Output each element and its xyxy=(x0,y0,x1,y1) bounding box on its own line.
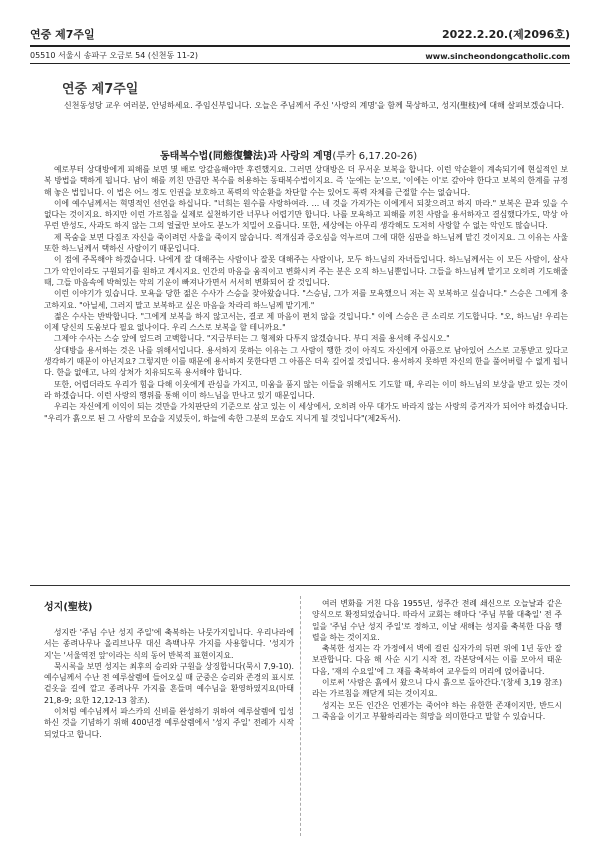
article-paragraph: 이에 예수님께서는 혁명적인 선언을 하십니다. "너희는 원수를 사랑하여라. … 네 것을 가져가는 이에게서 되찾으려고 하지 마라." 보복은 끝과 있을 수 없다는 것이지요. 하지만 이런 가르침을 실제로 실천하기란 너무나 어렵기만 합니다. 나를 모욕하고 피해를 끼친 사람을 용서하자고 결심했다가도, 막상 아무런 반성도, 사과도 하지 않는 그의 얼굴만 보아도 분노가 치밀어 오릅니다. 또한, 세상에는 아무리 생각해도 도저히 사랑할 수 없는 악인도 많습니다. xyxy=(44,198,568,231)
article-intro: 신천동성당 교우 여러분, 안녕하세요. 주임신부입니다. 오늘은 주님께서 주신 '사랑의 계명'을 함께 묵상하고, 성지(聖枝)에 대해 살펴보겠습니다. xyxy=(64,101,564,110)
article-title: 연중 제7주일 xyxy=(62,82,139,97)
article-paragraph: 그제야 수사는 스승 앞에 엎드려 고백합니다. "지금부터는 그 형제와 다투지 않겠습니다. 부디 저를 용서해 주십시오." xyxy=(54,334,450,344)
article-paragraph: 또한, 어렵더라도 우리가 힘을 다해 이웃에게 관심을 가지고, 미움을 품지 않는 이들을 위해서도 기도할 때, 우리는 이미 하느님의 보상을 받고 있는 것이라 하겠습니다. 이런 사랑의 행위를 통해 이미 하느님을 만나고 있기 때문입니다. xyxy=(44,379,568,400)
palm-paragraph: 이처럼 예수님께서 파스카의 신비를 완성하기 위하여 예루살렘에 입성하신 것을 기념하기 위해 400년경 예루살렘에서 '성지 주일' 전례가 시작되었다고 합니다. xyxy=(44,707,294,739)
palm-paragraph: 여러 변화를 거친 다음 1955년, 성주간 전례 쇄신으로 오늘날과 같은 양식으로 확정되었습니다. 따라서 교회는 해마다 '주님 부활 대축일' 전 주일을 '주님 수난 성지 주일'로 정하고, 이날 새해는 성지를 축복한 다음 행렬을 하는 것이지요. xyxy=(312,599,562,642)
article-paragraph: 이 점에 주목해야 하겠습니다. 나에게 잘 대해주는 사람이나 잘못 대해주는 사람이나, 모두 하느님의 자녀들입니다. 하느님께서는 이 모든 사람이, 살사 그가 악인이라도 구원되기를 원하고 계시지요. 인간의 마음을 움직이고 변화시켜 주는 분은 오직 하느님뿐입니다. 그들을 하느님께 맡기고 오히려 기도해줄 때, 그들 마음속에 박혀있는 악의 기운이 빠져나가면서 서서히 변화되어 갈 것입니다. xyxy=(44,255,568,287)
article-paragraph: 제 목숨을 보면 다짐조 자신을 죽이려던 사울을 죽이지 않습니다. 적개심과 증오심을 억누르며 그에 대한 심판을 하느님께 맡긴 것이지요. 그 이유는 사울 또한 하느님께서 택하신 사람이기 때문입니다. xyxy=(44,232,568,254)
header-website-link[interactable]: www.sincheondongcatholic.com xyxy=(425,52,570,61)
article-subtitle-text: 동태복수법(同態復讐法)과 사랑의 계명 xyxy=(160,151,333,162)
newsletter-header xyxy=(30,26,570,64)
palm-paragraph: 이로써 '사람은 흙에서 왔으니 다시 흙으로 돌아간다.'(창세 3,19 참조)라는 가르침을 깨닫게 되는 것이지요. xyxy=(312,678,562,699)
header-rule xyxy=(30,45,570,47)
palm-paragraph: 성지는 모든 인간은 언젠가는 죽어야 하는 유한한 존재이지만, 반드시 그 죽음을 이기고 부활하리라는 희망을 의미한다고 말할 수 있습니다. xyxy=(312,700,562,721)
section-divider xyxy=(30,585,570,586)
article-paragraph: 우리는 자신에게 이익이 되는 것만을 가치판단의 기준으로 삼고 있는 이 세상에서, 오히려 아무 대가도 바라지 않는 사랑의 증거자가 되어야 하겠습니다. "우리가 흙으로 된 그 사람의 모습을 지녔듯이, 하늘에 속한 그분의 모습도 지니게 될 것입니다"(제2독서). xyxy=(44,402,568,423)
header-address: 05510 서울시 송파구 오금로 54 (신천동 11-2) xyxy=(30,51,199,60)
article-paragraph: 예로부터 상대방에게 피해를 보면 몇 배로 앙갚음해야만 후련했지요. 그러면 상대방은 더 무서운 보복을 합니다. 이런 악순환이 계속되기에 현실적인 보복 방법을 택하게 됩니다. 남이 해를 끼친 만큼만 복수를 허용하는 동태복수법이지요. 즉 '눈에는 눈'으로, '이에는 이'로 갚아야 한다고 보복의 한계를 규정해 놓은 법입니다. 이 법은 어느 정도 인권을 보호하고 폭력의 악순환을 차단할 수는 있어도 폭력 자체를 근절할 수는 없습니다. xyxy=(44,165,568,197)
header-date: 2022.2.20.(제2096호) xyxy=(441,28,570,41)
header-rule-thin xyxy=(30,63,570,64)
palm-section-right-column xyxy=(312,598,562,722)
column-divider xyxy=(300,596,301,836)
scripture-reference: (루카 6,17.20-26) xyxy=(332,151,418,162)
header-sunday-label: 연중 제7주일 xyxy=(30,28,95,41)
palm-section-left-column xyxy=(44,598,294,740)
palm-paragraph: 묵시록을 보면 성지는 최후의 승리와 구원을 상징합니다(묵시 7,9-10). 예수님께서 수난 전 예루살렘에 들어오실 때 군중은 승리와 존경의 표시로 겉옷을 길에 깔고 종려나무 가지를 흔들며 예수님을 환영하였지요(마태 21,8-9; 요한 12,12-13 참조). xyxy=(44,661,294,705)
article-body xyxy=(44,164,568,424)
palm-paragraph: 성지란 '주님 수난 성지 주일'에 축복하는 나뭇가지입니다. 우리나라에서는 종려나무나 올리브나무 대신 측백나무 가지를 사용합니다. '성지가지'는 '서울역전 앞'이라는 식의 동어 반복적 표현이지요. xyxy=(44,628,294,660)
article-paragraph: 이런 이야기가 있습니다. 모욕을 당한 젊은 수사가 스승을 찾아왔습니다. "스승님, 그가 저를 모욕했으니 저는 꼭 보복하고 싶습니다." 스승은 그에게 충고하지요. "아닐세, 그러지 말고 보복하고 싶은 마음을 차라리 하느님께 맡기게." xyxy=(44,289,568,310)
article-paragraph: 젊은 수사는 반박합니다. "그에게 보복을 하지 않고서는, 결코 제 마음이 편치 않을 것입니다." 이에 스승은 큰 소리로 기도합니다. "오, 하느님! 우리는 이제 당신의 도움보다 필요 없나이다. 우리 스스로 보복을 할 테니까요." xyxy=(44,311,568,333)
palm-paragraph: 축복한 성지는 각 가정에서 벽에 걸린 십자가의 뒤편 위에 1년 동안 잘 보관합니다. 다음 해 사순 시기 시작 전, 각본당에서는 이를 모아서 태운 다음, '재의 수요일'에 그 재를 축복하여 교우들의 머리에 얹어줍니다. xyxy=(312,644,562,676)
article-subtitle xyxy=(160,147,417,162)
palm-section-title: 성지(聖枝) xyxy=(44,602,93,613)
article-paragraph: 상대방을 용서하는 것은 나를 위해서입니다. 용서하지 못하는 이유는 그 사람이 행한 것이 아직도 자신에게 아픔으로 남아있어 스스로 고통받고 있다고 생각하기 때문이 아닌지요? 그렇지만 이를 때문에 용서하지 못한다면 그 아픔은 더욱 깊어질 것입니다. 용서하지 못하면 자신의 한을 풀어버릴 수 없게 됩니다. 한을 없애고, 나의 상처가 치유되도록 용서해야 합니다. xyxy=(44,345,568,378)
